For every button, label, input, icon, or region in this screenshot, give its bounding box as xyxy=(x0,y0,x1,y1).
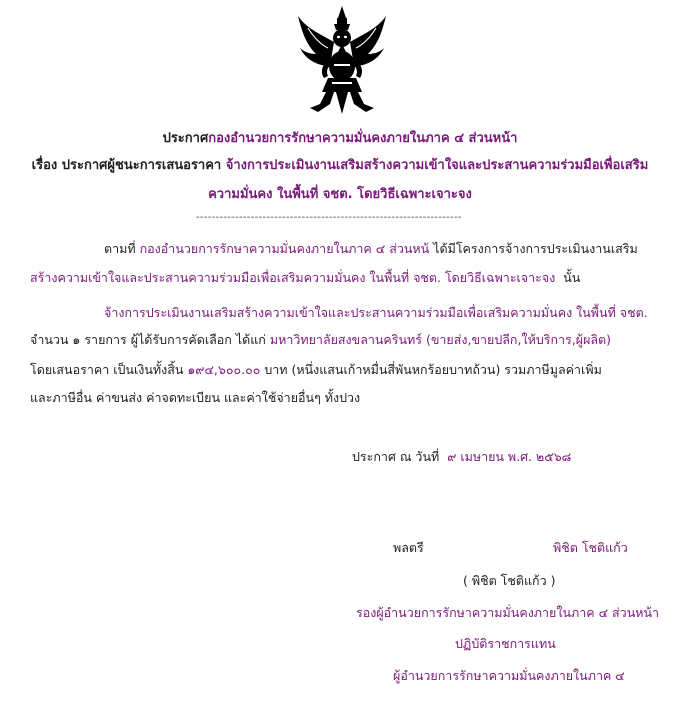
garuda-emblem-icon xyxy=(296,4,388,116)
p4-prefix: จำนวน ๑ รายการ xyxy=(30,332,127,347)
signer-name-parenthesized: ( พิชิต โชติแก้ว ) xyxy=(463,573,556,588)
signer-rank: พลตรี xyxy=(393,540,424,555)
p4-mid: ผู้ได้รับการคัดเลือก ได้แก่ xyxy=(130,332,266,347)
p4-winner: มหาวิทยาลัยสงขลานครินทร์ (ขายส่ง,ขายปลีก,ให้บริการ,ผู้ผลิต) xyxy=(269,332,612,347)
subject-line-1 xyxy=(0,154,680,175)
p1-prefix: ตามที่ xyxy=(104,241,136,256)
p1-rest: ได้มีโครงการจ้างการประเมินงานเสริม xyxy=(433,241,638,256)
p5-rest: บาท (หนึ่งแสนเก้าหมื่นสี่พันหกร้อยบาทถ้วน) รวมภาษีมูลค่าเพิ่ม xyxy=(264,362,602,377)
subject-text-1: จ้างการประเมินงานเสริมสร้างความเข้าใจและประสานความร่วมมือเพื่อเสริม xyxy=(225,158,649,173)
signer-position-3: ผู้อำนวยการรักษาความมั่นคงภายในภาค ๔ xyxy=(393,668,625,683)
p2-rest: นั้น xyxy=(563,270,581,285)
announce-date-value: ๙ เมษายน พ.ศ. ๒๕๖๘ xyxy=(447,449,572,464)
body-line-2 xyxy=(30,268,580,288)
divider-line: -------------------------------------------------------------------- xyxy=(196,212,462,223)
subject-label: เรื่อง ประกาศผู้ชนะการเสนอราคา xyxy=(31,158,222,173)
announce-prefix: ประกาศ ณ วันที่ xyxy=(352,449,440,464)
title-org: กองอำนวยการรักษาความมั่นคงภายในภาค ๔ ส่วนหน้า xyxy=(208,131,518,146)
signer-position-1: รองผู้อำนวยการรักษาความมั่นคงภายในภาค ๔ ส่วนหน้า xyxy=(356,605,660,620)
subject-line-2: ความมั่นคง ในพื้นที่ จชต. โดยวิธีเฉพาะเจาะจง xyxy=(208,187,472,202)
p5-amount: ๑๙๔,๖๐๐.๐๐ xyxy=(187,362,261,377)
p1-org: กองอำนวยการรักษาความมั่นคงภายในภาค ๔ ส่วนหน้ xyxy=(139,241,430,256)
signer-name: พิชิต โชติแก้ว xyxy=(553,540,628,555)
p2-item: สร้างความเข้าใจและประสานความร่วมมือเพื่อเสริมความมั่นคง ในพื้นที่ จชต. โดยวิธีเฉพาะเจาะจง xyxy=(30,270,556,285)
body-line-5 xyxy=(30,360,602,380)
signer-position-2: ปฏิบัติราชการแทน xyxy=(455,636,556,651)
body-line-6: และภาษีอื่น ค่าขนส่ง ค่าจดทะเบียน และค่าใช้จ่ายอื่นๆ ทั้งปวง xyxy=(30,390,361,405)
body-line-1 xyxy=(104,239,638,259)
p5-prefix: โดยเสนอราคา เป็นเงินทั้งสิ้น xyxy=(30,362,184,377)
announce-date xyxy=(352,447,571,467)
title-prefix: ประกาศ xyxy=(162,131,209,146)
body-line-3: จ้างการประเมินงานเสริมสร้างความเข้าใจและประสานความร่วมมือเพื่อเสริมความมั่นคง ในพื้นที่ จชต. xyxy=(104,305,648,320)
announcement-title xyxy=(0,127,680,148)
body-line-4 xyxy=(30,330,611,350)
